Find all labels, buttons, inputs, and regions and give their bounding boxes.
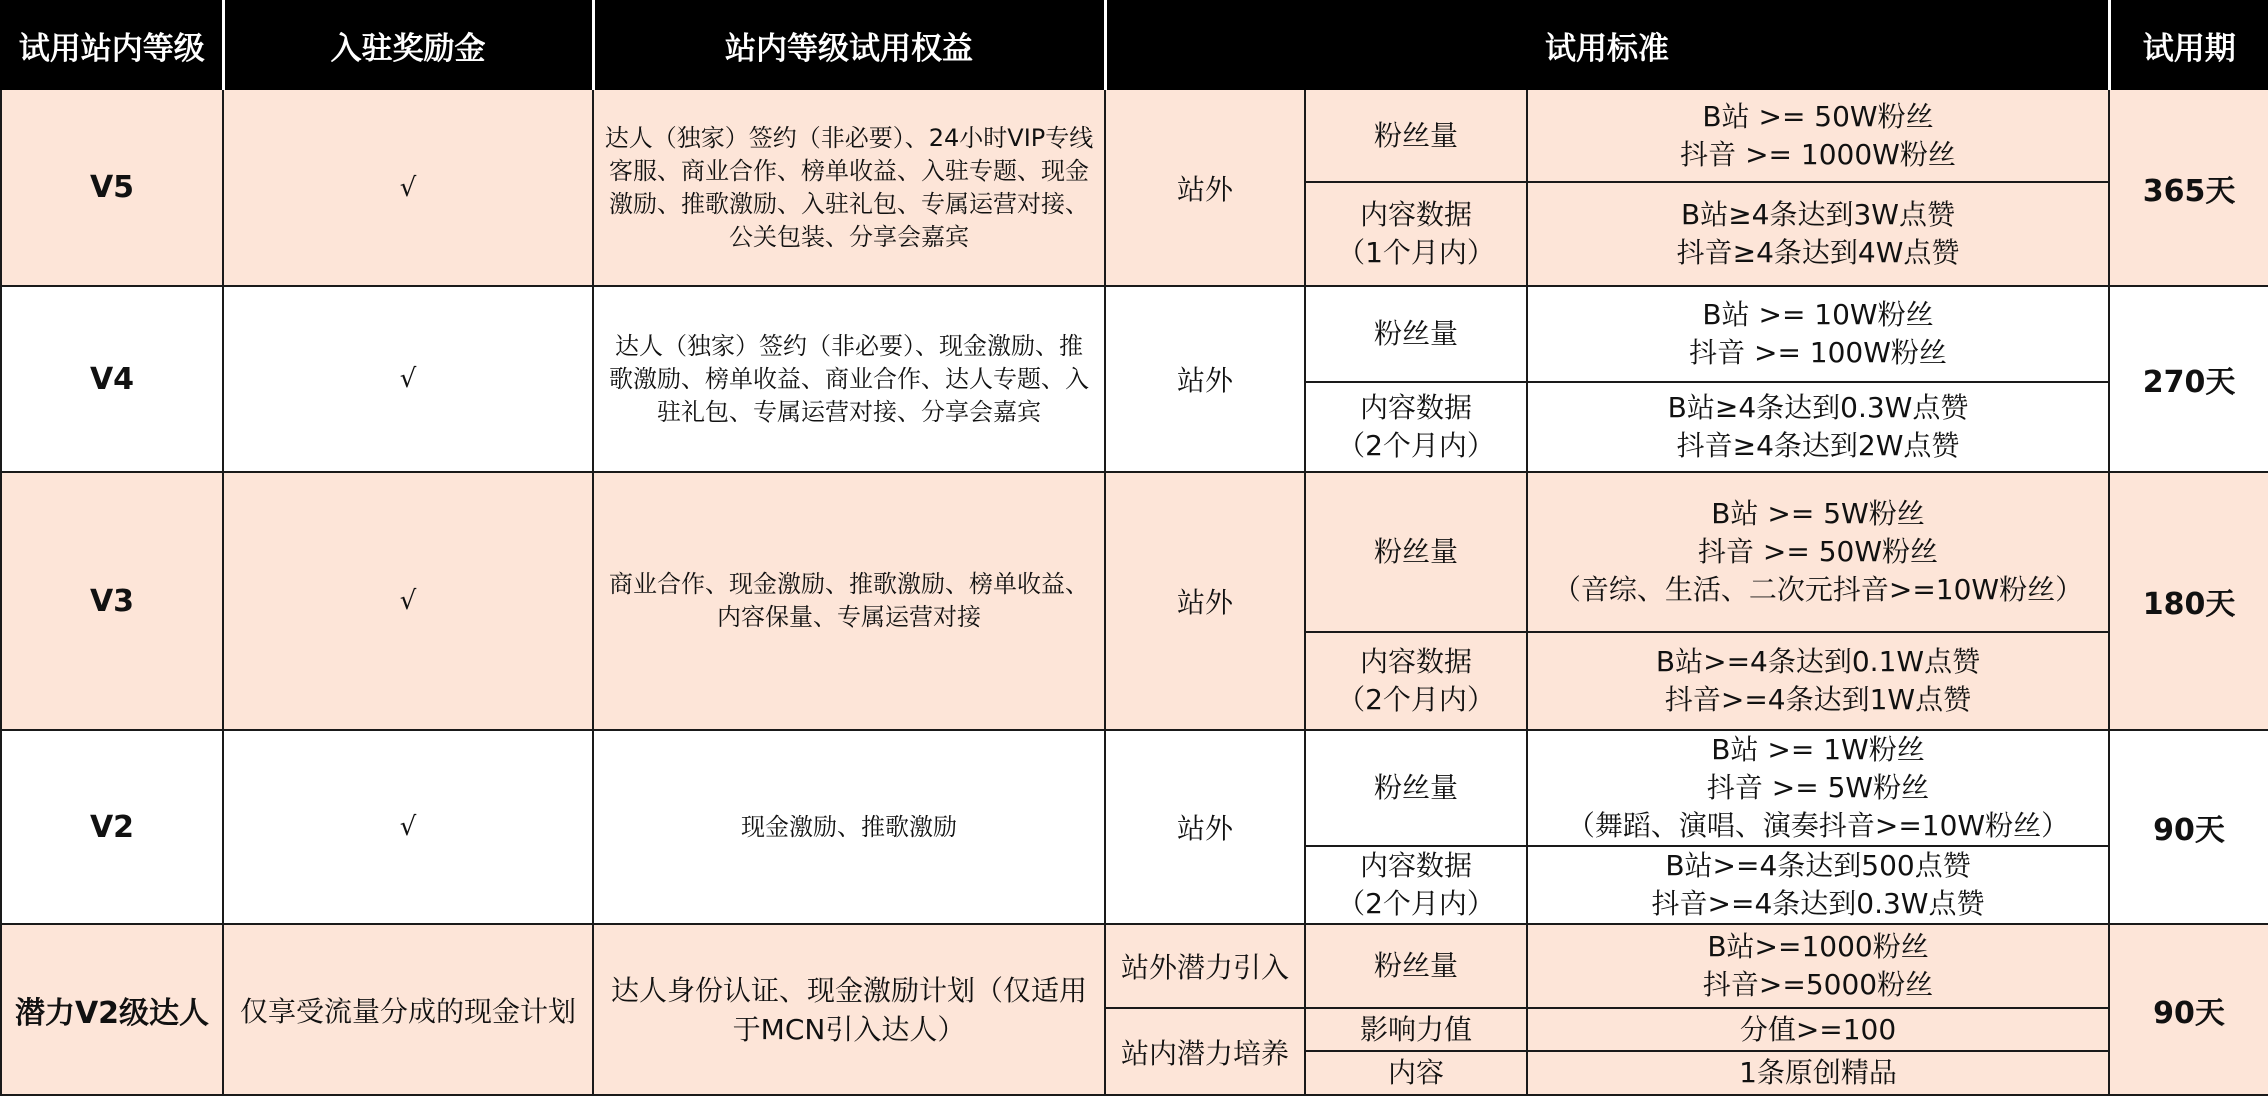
table-row	[1, 730, 2268, 846]
benefit-line: 达人（独家）签约（非必要）、24小时VIP专线	[604, 123, 1094, 152]
scope-cell: 站外	[1105, 472, 1305, 730]
metric-period: （1个月内）	[1337, 236, 1495, 269]
standard-cell	[1527, 632, 2109, 730]
standard-cell	[1527, 846, 2109, 924]
standard-line: 抖音 >= 100W粉丝	[1689, 336, 1947, 369]
metric-cell	[1305, 182, 1527, 286]
scope-cell: 站外潜力引入	[1105, 924, 1305, 1008]
metric-label: 粉丝量	[1373, 949, 1458, 982]
benefits-cell	[593, 89, 1105, 286]
table-row	[1, 286, 2268, 382]
standard-line: 抖音 >= 50W粉丝	[1697, 535, 1939, 568]
scope-cell: 站外	[1105, 89, 1305, 286]
benefit-line: 于MCN引入达人）	[732, 1012, 966, 1046]
metric-cell	[1305, 924, 1527, 1008]
metric-cell	[1305, 472, 1527, 632]
standard-line: 抖音 >= 1000W粉丝	[1680, 137, 1956, 171]
metric-cell	[1305, 632, 1527, 730]
level-cell: V3	[1, 472, 223, 730]
metric-cell	[1305, 286, 1527, 382]
period-cell: 270天	[2109, 286, 2268, 472]
metric-cell	[1305, 1051, 1527, 1095]
metric-period: （2个月内）	[1337, 429, 1495, 462]
benefit-line: 公关包装、分享会嘉宾	[729, 222, 969, 251]
standard-line: （音综、生活、二次元抖音>=10W粉丝）	[1552, 573, 2084, 606]
header-level: 试用站内等级	[1, 1, 223, 89]
level-cell: 潜力V2级达人	[1, 924, 223, 1095]
standard-cell	[1527, 286, 2109, 382]
table-row	[1, 89, 2268, 182]
level-cell: V4	[1, 286, 223, 472]
benefit-line: 歌激励、榜单收益、商业合作、达人专题、入	[609, 364, 1089, 393]
standard-cell	[1527, 1051, 2109, 1095]
benefit-line: 达人身份认证、现金激励计划（仅适用	[610, 973, 1087, 1007]
metric-period: （2个月内）	[1337, 887, 1495, 920]
standard-cell	[1527, 924, 2109, 1008]
reward-cell: 仅享受流量分成的现金计划	[223, 924, 593, 1095]
scope-cell: 站内潜力培养	[1105, 1008, 1305, 1095]
header-benefits: 站内等级试用权益	[593, 1, 1105, 89]
benefit-line: 内容保量、专属运营对接	[717, 603, 981, 631]
metric-label: 内容数据	[1359, 198, 1472, 231]
standard-cell	[1527, 382, 2109, 472]
metric-cell	[1305, 89, 1527, 182]
standard-line: 抖音>=5000粉丝	[1702, 968, 1934, 1001]
standard-line: B站 >= 50W粉丝	[1702, 99, 1934, 133]
header-standard: 试用标准	[1105, 1, 2109, 89]
benefit-line: 现金激励、推歌激励	[741, 812, 957, 841]
standard-cell	[1527, 472, 2109, 632]
level-cell: V2	[1, 730, 223, 924]
standard-cell	[1527, 89, 2109, 182]
benefits-cell	[593, 286, 1105, 472]
reward-cell: √	[223, 286, 593, 472]
standard-line: B站 >= 1W粉丝	[1711, 733, 1925, 766]
metric-label: 内容数据	[1359, 391, 1472, 424]
standard-line: B站 >= 10W粉丝	[1702, 298, 1934, 331]
metric-period: （2个月内）	[1337, 683, 1495, 716]
table-row	[1, 924, 2268, 1008]
benefits-cell	[593, 924, 1105, 1095]
level-cell: V5	[1, 89, 223, 286]
standard-line: 抖音≥4条达到2W点赞	[1676, 429, 1960, 462]
metric-cell	[1305, 730, 1527, 846]
metric-cell	[1305, 382, 1527, 472]
metric-cell	[1305, 1008, 1527, 1051]
standard-line: B站 >= 5W粉丝	[1711, 497, 1925, 530]
standard-cell	[1527, 182, 2109, 286]
reward-cell: √	[223, 730, 593, 924]
standard-line: B站>=1000粉丝	[1707, 930, 1929, 963]
scope-cell: 站外	[1105, 730, 1305, 924]
standard-line: B站≥4条达到3W点赞	[1681, 198, 1955, 231]
standard-line: B站≥4条达到0.3W点赞	[1667, 391, 1969, 424]
metric-label: 内容数据	[1359, 849, 1472, 882]
benefit-line: 驻礼包、专属运营对接、分享会嘉宾	[657, 397, 1041, 426]
period-cell: 180天	[2109, 472, 2268, 730]
table-row	[1, 472, 2268, 632]
metric-label: 粉丝量	[1373, 535, 1458, 568]
standard-line: 分值>=100	[1739, 1012, 1897, 1046]
metric-label: 粉丝量	[1373, 771, 1458, 804]
benefit-line: 激励、推歌激励、入驻礼包、专属运营对接、	[609, 189, 1089, 218]
benefit-line: 达人（独家）签约（非必要）、现金激励、推	[615, 331, 1083, 360]
standard-line: 抖音 >= 5W粉丝	[1706, 771, 1930, 804]
metric-label: 粉丝量	[1373, 118, 1458, 152]
standard-line: 抖音>=4条达到1W点赞	[1664, 683, 1972, 716]
benefits-cell	[593, 730, 1105, 924]
benefit-line: 商业合作、现金激励、推歌激励、榜单收益、	[609, 570, 1089, 598]
period-cell: 90天	[2109, 730, 2268, 924]
standard-line: 抖音≥4条达到4W点赞	[1676, 236, 1960, 269]
standard-line: B站>=4条达到500点赞	[1665, 849, 1971, 882]
standard-line: 抖音>=4条达到0.3W点赞	[1651, 887, 1985, 920]
metric-label: 粉丝量	[1373, 317, 1458, 350]
header-period: 试用期	[2109, 1, 2268, 89]
benefits-cell	[593, 472, 1105, 730]
period-cell: 365天	[2109, 89, 2268, 286]
header-reward: 入驻奖励金	[223, 1, 593, 89]
metric-label: 内容数据	[1359, 645, 1472, 678]
standard-line: B站>=4条达到0.1W点赞	[1655, 645, 1981, 678]
metric-label: 影响力值	[1359, 1012, 1472, 1046]
standard-cell	[1527, 1008, 2109, 1051]
standard-line: 1条原创精品	[1739, 1056, 1897, 1089]
benefit-line: 客服、商业合作、榜单收益、入驻专题、现金	[609, 156, 1089, 185]
period-cell: 90天	[2109, 924, 2268, 1095]
header-row	[1, 1, 2268, 89]
metric-cell	[1305, 846, 1527, 924]
standard-cell	[1527, 730, 2109, 846]
scope-cell: 站外	[1105, 286, 1305, 472]
metric-label: 内容	[1387, 1056, 1444, 1089]
reward-cell: √	[223, 89, 593, 286]
reward-cell: √	[223, 472, 593, 730]
standard-line: （舞蹈、演唱、演奏抖音>=10W粉丝）	[1566, 809, 2070, 842]
